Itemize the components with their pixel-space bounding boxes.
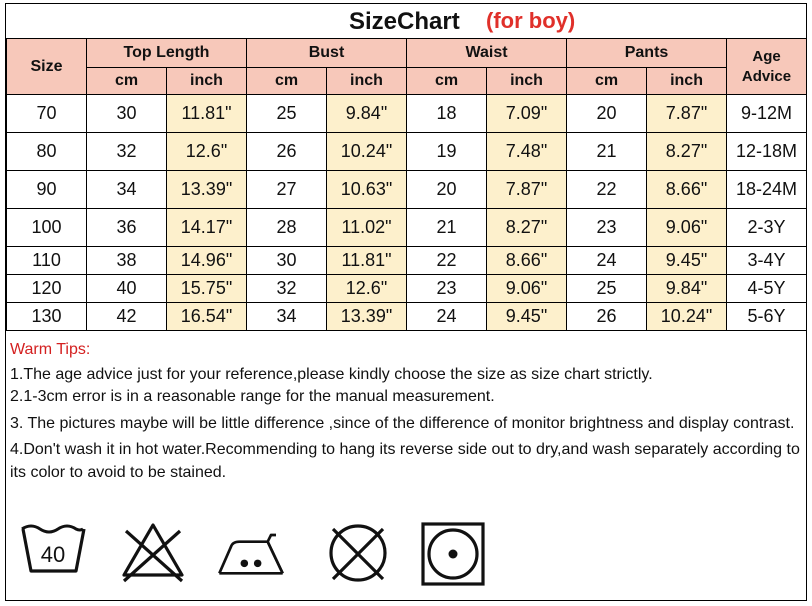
- cell-pants-cm: 22: [567, 171, 647, 209]
- cell-pants-cm: 21: [567, 133, 647, 171]
- cell-top-in: 12.6": [167, 133, 247, 171]
- cell-waist-cm: 20: [407, 171, 487, 209]
- tumble-dry-icon: [416, 519, 491, 591]
- cell-size: 100: [7, 209, 87, 247]
- cell-waist-in: 8.27": [487, 209, 567, 247]
- unit-inch: inch: [647, 68, 727, 95]
- cell-top-cm: 38: [87, 247, 167, 275]
- cell-bust-cm: 32: [247, 275, 327, 303]
- cell-waist-in: 9.06": [487, 275, 567, 303]
- unit-cm: cm: [567, 68, 647, 95]
- header-bust: Bust: [247, 39, 407, 68]
- cell-pants-in: 10.24": [647, 303, 727, 331]
- size-table: [6, 38, 807, 331]
- cell-bust-in: 10.63": [327, 171, 407, 209]
- iron-dot: [241, 560, 249, 568]
- table-row: [7, 171, 807, 209]
- unit-cm: cm: [87, 68, 167, 95]
- no-bleach-icon: [116, 519, 191, 591]
- header-size: Size: [7, 39, 87, 95]
- cell-waist-in: 7.09": [487, 95, 567, 133]
- cell-bust-in: 13.39": [327, 303, 407, 331]
- cell-bust-cm: 27: [247, 171, 327, 209]
- cell-waist-cm: 21: [407, 209, 487, 247]
- cell-bust-in: 11.02": [327, 209, 407, 247]
- cell-waist-in: 7.87": [487, 171, 567, 209]
- tip-item: 1.The age advice just for your reference,please kindly choose the size as size chart strictly.: [10, 365, 653, 383]
- cell-top-in: 15.75": [167, 275, 247, 303]
- unit-inch: inch: [487, 68, 567, 95]
- header-age-line2: Advice: [741, 67, 792, 85]
- unit-cm: cm: [407, 68, 487, 95]
- unit-cm: cm: [247, 68, 327, 95]
- cell-size: 110: [7, 247, 87, 275]
- cell-pants-in: 9.45": [647, 247, 727, 275]
- cell-top-cm: 32: [87, 133, 167, 171]
- cell-age: 4-5Y: [727, 275, 807, 303]
- cell-age: 5-6Y: [727, 303, 807, 331]
- tip-item: 4.Don't wash it in hot water.Recommending to hang its reverse side out to dry,and wash separately according to its color to avoid to be stained.: [10, 441, 800, 481]
- warm-tips-heading: Warm Tips:: [10, 341, 91, 358]
- iron-icon: [216, 519, 291, 591]
- cell-size: 70: [7, 95, 87, 133]
- cell-waist-in: 9.45": [487, 303, 567, 331]
- header-age-line1: Age: [752, 47, 781, 65]
- table-row: [7, 275, 807, 303]
- cell-waist-cm: 24: [407, 303, 487, 331]
- iron-dot: [254, 560, 261, 568]
- cell-pants-cm: 25: [567, 275, 647, 303]
- header-pants: Pants: [567, 39, 727, 68]
- wash-temp-label: 40: [40, 542, 66, 567]
- table-row: [7, 247, 807, 275]
- cell-top-cm: 30: [87, 95, 167, 133]
- cell-pants-in: 8.27": [647, 133, 727, 171]
- cell-bust-cm: 26: [247, 133, 327, 171]
- care-icons: [6, 519, 806, 594]
- header-age-advice: [727, 39, 807, 95]
- cell-waist-in: 8.66": [487, 247, 567, 275]
- cell-pants-cm: 24: [567, 247, 647, 275]
- cell-top-cm: 42: [87, 303, 167, 331]
- cell-waist-cm: 22: [407, 247, 487, 275]
- cell-top-in: 14.17": [167, 209, 247, 247]
- size-chart-card: [5, 3, 807, 601]
- cell-pants-in: 9.84": [647, 275, 727, 303]
- table-row: [7, 209, 807, 247]
- cell-pants-in: 9.06": [647, 209, 727, 247]
- tip-item: 3. The pictures maybe will be little difference ,since of the difference of monitor brightness and display contrast.: [10, 414, 795, 432]
- unit-inch: inch: [167, 68, 247, 95]
- cell-waist-cm: 19: [407, 133, 487, 171]
- cell-bust-cm: 28: [247, 209, 327, 247]
- wash-40-icon: [16, 519, 91, 591]
- cell-age: 12-18M: [727, 133, 807, 171]
- table-row: [7, 95, 807, 133]
- warm-tips: [10, 339, 802, 484]
- cell-bust-in: 9.84": [327, 95, 407, 133]
- cell-waist-cm: 23: [407, 275, 487, 303]
- cell-top-cm: 36: [87, 209, 167, 247]
- cell-top-in: 13.39": [167, 171, 247, 209]
- header-top-length: Top Length: [87, 39, 247, 68]
- cell-bust-cm: 34: [247, 303, 327, 331]
- cell-age: 3-4Y: [727, 247, 807, 275]
- cell-pants-in: 8.66": [647, 171, 727, 209]
- cell-bust-in: 12.6": [327, 275, 407, 303]
- cell-waist-in: 7.48": [487, 133, 567, 171]
- cell-top-cm: 34: [87, 171, 167, 209]
- cell-pants-cm: 20: [567, 95, 647, 133]
- cell-top-in: 14.96": [167, 247, 247, 275]
- cell-pants-cm: 23: [567, 209, 647, 247]
- cell-size: 90: [7, 171, 87, 209]
- unit-inch: inch: [327, 68, 407, 95]
- chart-title: SizeChart: [349, 8, 460, 35]
- cell-size: 120: [7, 275, 87, 303]
- cell-age: 2-3Y: [727, 209, 807, 247]
- cell-size: 130: [7, 303, 87, 331]
- cell-waist-cm: 18: [407, 95, 487, 133]
- cell-top-cm: 40: [87, 275, 167, 303]
- chart-subtitle: (for boy): [486, 8, 576, 33]
- tip-item: 2.1-3cm error is in a reasonable range for the manual measurement.: [10, 388, 495, 405]
- cell-bust-in: 11.81": [327, 247, 407, 275]
- cell-age: 18-24M: [727, 171, 807, 209]
- header-waist: Waist: [407, 39, 567, 68]
- cell-bust-cm: 30: [247, 247, 327, 275]
- table-row: [7, 303, 807, 331]
- cell-pants-in: 7.87": [647, 95, 727, 133]
- cell-top-in: 16.54": [167, 303, 247, 331]
- cell-age: 9-12M: [727, 95, 807, 133]
- cell-size: 80: [7, 133, 87, 171]
- cell-top-in: 11.81": [167, 95, 247, 133]
- cell-pants-cm: 26: [567, 303, 647, 331]
- cell-bust-cm: 25: [247, 95, 327, 133]
- table-row: [7, 133, 807, 171]
- title-row: [6, 4, 806, 38]
- cell-bust-in: 10.24": [327, 133, 407, 171]
- no-dry-clean-icon: [321, 519, 396, 591]
